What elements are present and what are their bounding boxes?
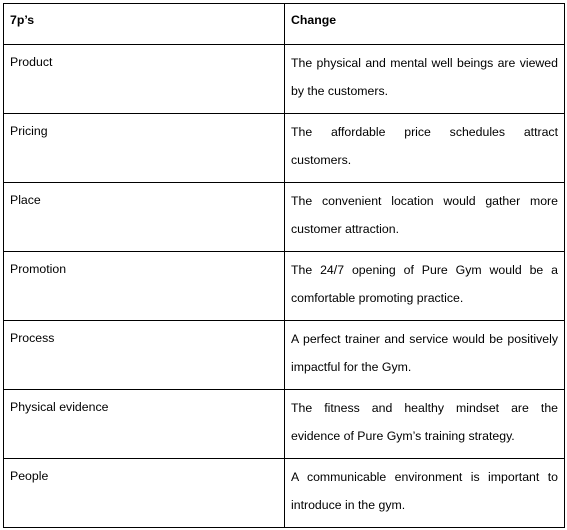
table-row (4, 45, 565, 114)
table-row (4, 183, 565, 252)
row-factor: Place (4, 183, 285, 252)
row-factor: Physical evidence (4, 390, 285, 459)
row-factor: Product (4, 45, 285, 114)
table-row (4, 459, 565, 528)
row-change: The convenient location would gather more customer attraction. (285, 183, 565, 252)
table-row (4, 114, 565, 183)
table-row (4, 390, 565, 459)
row-factor: Promotion (4, 252, 285, 321)
row-factor: Pricing (4, 114, 285, 183)
row-factor: People (4, 459, 285, 528)
header-change: Change (285, 4, 565, 45)
row-change: The 24/7 opening of Pure Gym would be a comfortable promoting practice. (285, 252, 565, 321)
row-change: The affordable price schedules attract customers. (285, 114, 565, 183)
table-row (4, 321, 565, 390)
table-header-row (4, 4, 565, 45)
table-row (4, 252, 565, 321)
row-change: A perfect trainer and service would be positively impactful for the Gym. (285, 321, 565, 390)
row-change: The physical and mental well beings are viewed by the customers. (285, 45, 565, 114)
row-factor: Process (4, 321, 285, 390)
seven-ps-table (3, 3, 565, 528)
row-change: The fitness and healthy mindset are the evidence of Pure Gym’s training strategy. (285, 390, 565, 459)
header-7ps: 7p’s (4, 4, 285, 45)
row-change: A communicable environment is important to introduce in the gym. (285, 459, 565, 528)
